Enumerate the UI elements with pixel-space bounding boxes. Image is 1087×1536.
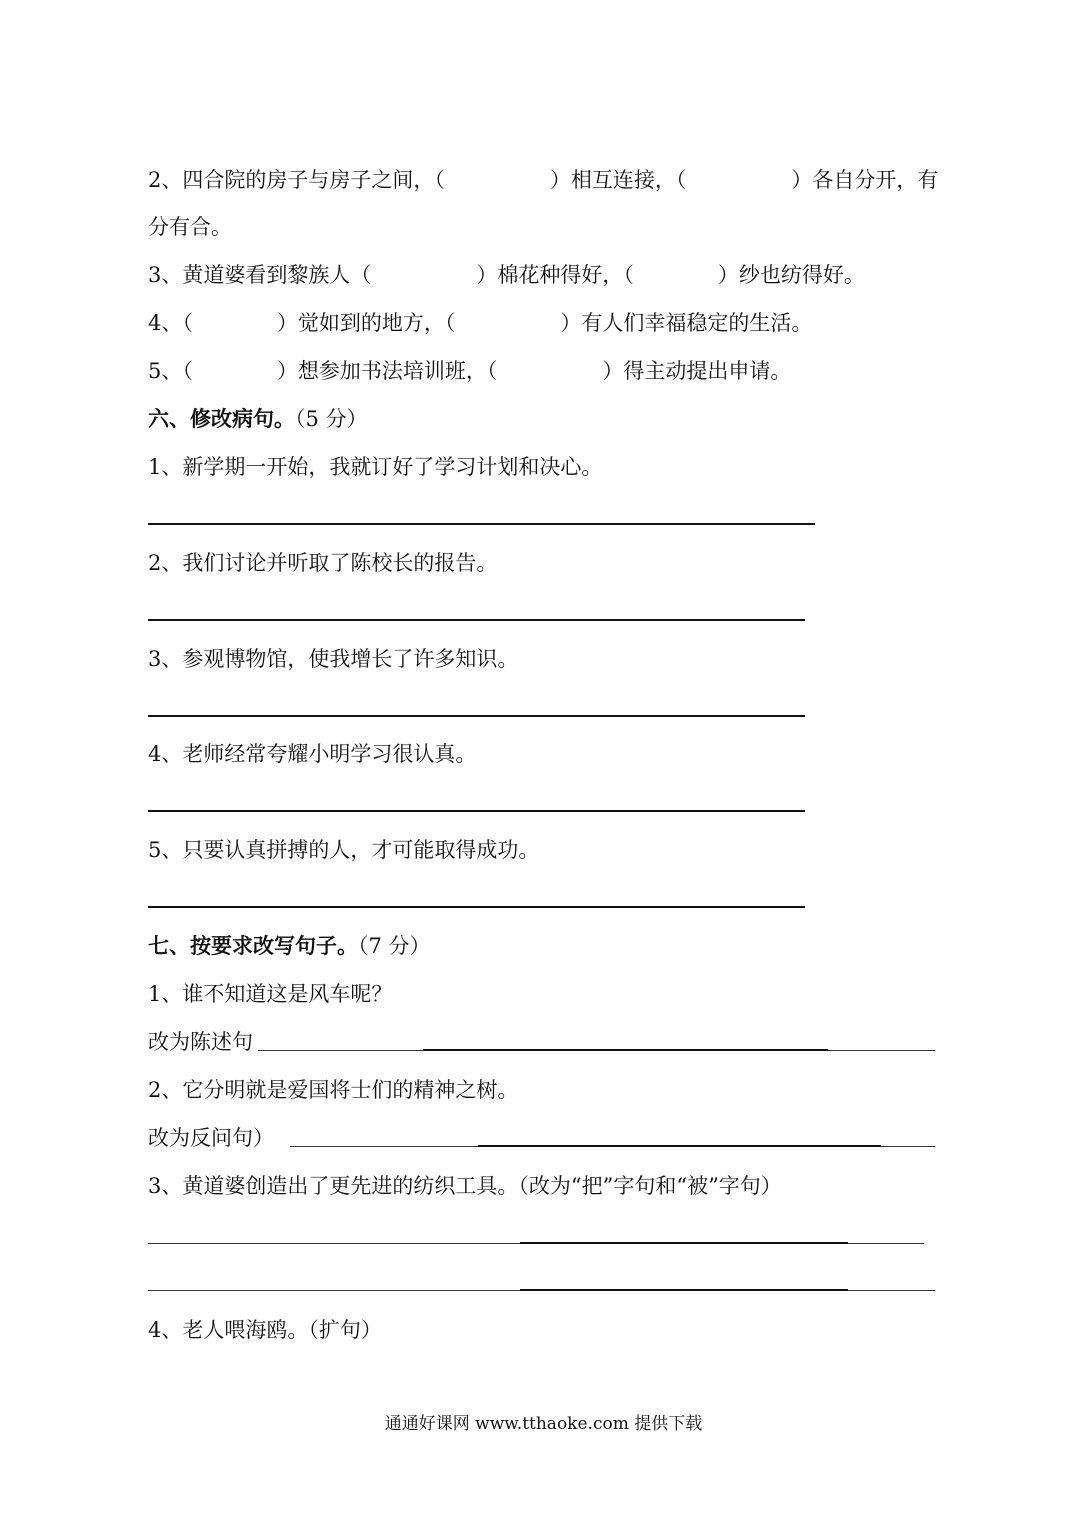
answer-line-q3-2a bbox=[148, 1290, 520, 1291]
answer-line-q3-1a bbox=[148, 1243, 520, 1244]
answer-line-1 bbox=[148, 523, 815, 525]
answer-line-q1-b bbox=[423, 1049, 828, 1051]
answer-line-q2-c bbox=[881, 1146, 935, 1147]
rewrite-question-3: 3、黄道婆创造出了更先进的纺织工具。（改为“把”字句和“被”字句） bbox=[148, 1174, 782, 1198]
answer-line-5 bbox=[148, 906, 805, 908]
answer-line-q3-1c bbox=[848, 1243, 924, 1244]
rewrite-question-2: 2、它分明就是爱国将士们的精神之树。 bbox=[148, 1078, 519, 1102]
answer-line-q2-b bbox=[478, 1145, 881, 1147]
section-7-title: 七、按要求改写句子。 bbox=[148, 933, 358, 958]
answer-line-3 bbox=[148, 715, 805, 717]
section-6-heading bbox=[148, 405, 368, 433]
fill-question-2-line2: 分有合。 bbox=[148, 215, 232, 239]
correction-item-1: 1、新学期一开始，我就订好了学习计划和决心。 bbox=[148, 455, 603, 479]
correction-item-2: 2、我们讨论并听取了陈校长的报告。 bbox=[148, 551, 498, 575]
section-7-score: （7 分） bbox=[358, 934, 431, 958]
answer-line-q1-c bbox=[828, 1050, 935, 1051]
correction-item-5: 5、只要认真拼搏的人，才可能取得成功。 bbox=[148, 838, 540, 862]
answer-line-q2-a bbox=[290, 1146, 478, 1147]
answer-line-2 bbox=[148, 619, 805, 621]
rewrite-prompt-1: 改为陈述句 bbox=[148, 1030, 253, 1054]
answer-line-q3-1b bbox=[520, 1242, 848, 1244]
rewrite-prompt-2: 改为反问句） bbox=[148, 1126, 274, 1150]
answer-line-4 bbox=[148, 810, 805, 812]
answer-line-q3-2c bbox=[848, 1290, 935, 1291]
section-6-score: （5 分） bbox=[295, 407, 368, 431]
fill-question-3: 3、黄道婆看到黎族人（ ）棉花种得好，（ ）纱也纺得好。 bbox=[148, 263, 865, 287]
section-7-heading bbox=[148, 932, 431, 960]
footer-source: 通通好课网 www.tthaoke.com 提供下载 bbox=[384, 1414, 703, 1434]
rewrite-question-4: 4、老人喂海鸥。（扩句） bbox=[148, 1318, 382, 1342]
section-6-title: 六、修改病句。 bbox=[148, 406, 295, 431]
correction-item-4: 4、老师经常夸耀小明学习很认真。 bbox=[148, 742, 477, 766]
fill-question-4: 4、（ ）觉如到的地方，（ ）有人们幸福稳定的生活。 bbox=[148, 311, 813, 335]
rewrite-question-1: 1、谁不知道这是风车呢？ bbox=[148, 982, 393, 1006]
answer-line-q3-2b bbox=[520, 1289, 848, 1291]
correction-item-3: 3、参观博物馆，使我增长了许多知识。 bbox=[148, 647, 519, 671]
fill-question-5: 5、（ ）想参加书法培训班，（ ）得主动提出申请。 bbox=[148, 359, 792, 383]
fill-question-2-line1: 2、四合院的房子与房子之间，（ ）相互连接，（ ）各自分开，有 bbox=[148, 168, 939, 192]
answer-line-q1-a bbox=[258, 1050, 423, 1051]
